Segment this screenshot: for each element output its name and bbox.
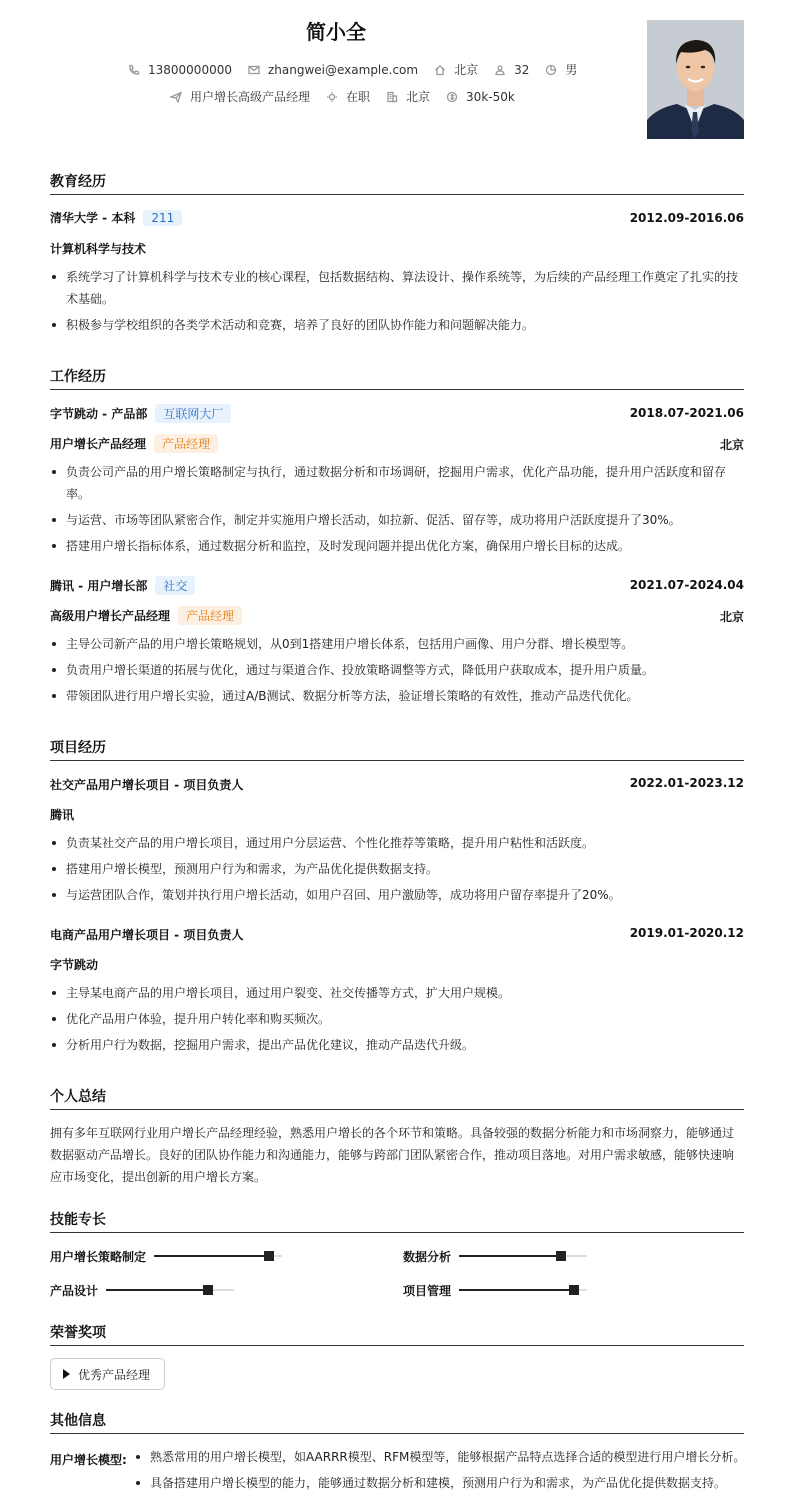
list-item: 搭建用户增长指标体系，通过数据分析和监控，及时发现问题并提出优化方案，确保用户增长目标的达成。 [50, 535, 744, 557]
job-1-location: 北京 [719, 438, 744, 452]
email-item [248, 63, 418, 77]
send-icon [170, 91, 182, 103]
project-2-org: 字节跳动 [50, 958, 99, 972]
list-item: 优化产品用户体验，提升用户转化率和购买频次。 [50, 1008, 744, 1030]
target-role-item [170, 88, 310, 105]
gender-icon [545, 64, 557, 76]
education-school-line [50, 209, 182, 226]
project-2-bullets [50, 982, 744, 1060]
job-1-bullets [50, 461, 744, 561]
gender-text: 男 [565, 63, 578, 77]
age-item [494, 63, 529, 77]
education-bullets [50, 266, 744, 340]
job-intent-row [170, 88, 515, 105]
skill-fill [459, 1255, 561, 1257]
skill-level-marker [203, 1285, 213, 1295]
gender-item [545, 61, 577, 78]
mail-icon [248, 64, 260, 76]
project-1-date: 2022.01-2023.12 [629, 776, 744, 790]
other-title: 其他信息 [50, 1410, 744, 1434]
job-2-tag: 社交 [155, 576, 195, 595]
city-text: 北京 [454, 63, 479, 77]
contact-row [128, 61, 577, 78]
skill-label: 用户增长策略制定 [50, 1250, 147, 1264]
candidate-name: 简小全 [306, 20, 366, 44]
award-label: 优秀产品经理 [78, 1367, 151, 1382]
list-item: 与运营、市场等团队紧密合作，制定并实施用户增长活动，如拉新、促活、留存等，成功将用户活跃度提升了30%。 [50, 509, 744, 531]
salary-text: 30k-50k [466, 89, 515, 104]
job-2-company: 腾讯 - 用户增长部 [50, 579, 148, 593]
email-text: zhangwei@example.com [267, 62, 419, 77]
list-item: 熟悉常用的用户增长模型，如AARRR模型、RFM模型等，能够根据产品特点选择合适的模型进行用户增长分析。 [134, 1446, 754, 1468]
list-item: 带领团队进行用户增长实验，通过A/B测试、数据分析等方法，验证增长策略的有效性，推动产品迭代优化。 [50, 685, 744, 707]
job-2-role: 高级用户增长产品经理 [50, 609, 171, 623]
project-2-date: 2019.01-2020.12 [629, 926, 744, 940]
project-1-name: 社交产品用户增长项目 - 项目负责人 [50, 778, 244, 792]
project-1-bullets [50, 832, 744, 910]
job-2-role-tag: 产品经理 [178, 606, 242, 625]
skill-fill [154, 1255, 269, 1257]
work-title: 工作经历 [50, 366, 744, 390]
skill-bar [106, 1289, 234, 1291]
job-2-location: 北京 [719, 610, 744, 624]
person-icon [494, 64, 506, 76]
list-item: 负责公司产品的用户增长策略制定与执行，通过数据分析和市场调研，挖掘用户需求，优化产品功能，提升用户活跃度和留存率。 [50, 461, 744, 505]
list-item: 系统学习了计算机科学与技术专业的核心课程，包括数据结构、算法设计、操作系统等，为后续的产品经理工作奠定了扎实的技术基础。 [50, 266, 744, 310]
list-item: 分析用户行为数据，挖掘用户需求，提出产品优化建议，推动产品迭代升级。 [50, 1034, 744, 1056]
skill-fill [459, 1289, 574, 1291]
caret-right-icon [63, 1369, 70, 1379]
job-2-bullets [50, 633, 744, 711]
job-1-company: 字节跳动 - 产品部 [50, 407, 148, 421]
list-item: 与运营团队合作，策划并执行用户增长活动，如用户召回、用户激励等，成功将用户留存率提升了20%。 [50, 884, 744, 906]
skill-level-marker [556, 1251, 566, 1261]
skill-label: 数据分析 [403, 1250, 452, 1264]
education-title: 教育经历 [50, 171, 744, 195]
other-label: 用户增长模型: [50, 1453, 127, 1467]
education-school: 清华大学 - 本科 [50, 211, 136, 225]
skills-title: 技能专长 [50, 1209, 744, 1233]
list-item: 负责用户增长渠道的拓展与优化，通过与渠道合作、投放策略调整等方式，降低用户获取成本，提升用户质量。 [50, 659, 744, 681]
summary-text: 拥有多年互联网行业用户增长产品经理经验，熟悉用户增长的各个环节和策略。具备较强的数据分析能力和市场洞察力，能够通过数据驱动产品增长。良好的团队协作能力和沟通能力，能够与跨部门团队紧密合作，推动项目落地。对用户需求敏感，能够快速响应市场变化，提出创新的用户增长方案。 [50, 1126, 735, 1184]
list-item: 搭建用户增长模型，预测用户行为和需求，为产品优化提供数据支持。 [50, 858, 744, 880]
summary-title: 个人总结 [50, 1086, 744, 1110]
job-1-role: 用户增长产品经理 [50, 437, 147, 451]
project-2-name: 电商产品用户增长项目 - 项目负责人 [50, 928, 244, 942]
age-text: 32 [514, 62, 530, 77]
phone-text: 13800000000 [148, 62, 232, 77]
status-icon [326, 91, 338, 103]
status-text: 在职 [346, 90, 371, 104]
projects-title: 项目经历 [50, 737, 744, 761]
profile-photo-image [647, 20, 744, 139]
award-toggle[interactable] [50, 1358, 165, 1390]
list-item: 积极参与学校组织的各类学术活动和竞赛，培养了良好的团队协作能力和问题解决能力。 [50, 314, 744, 336]
job-1-date: 2018.07-2021.06 [629, 406, 744, 420]
job-2-role-line [50, 606, 242, 625]
honors-title: 荣誉奖项 [50, 1322, 744, 1346]
skill-fill [106, 1289, 208, 1291]
job-1-role-tag: 产品经理 [154, 434, 218, 453]
education-major: 计算机科学与技术 [50, 242, 147, 256]
list-item: 负责某社交产品的用户增长项目，通过用户分层运营、个性化推荐等策略，提升用户粘性和活跃度。 [50, 832, 744, 854]
job-2-date: 2021.07-2024.04 [629, 578, 744, 592]
skill-label: 产品设计 [50, 1284, 99, 1298]
phone-icon [128, 64, 140, 76]
status-item [326, 88, 370, 105]
education-date: 2012.09-2016.06 [629, 211, 744, 225]
list-item: 主导公司新产品的用户增长策略规划，从0到1搭建用户增长体系，包括用户画像、用户分群、增长模型等。 [50, 633, 744, 655]
skill-level-marker [264, 1251, 274, 1261]
skill-bar [154, 1255, 282, 1257]
home-icon [434, 64, 446, 76]
target-city-item [386, 88, 430, 105]
job-1-company-line [50, 404, 231, 423]
target-role-text: 用户增长高级产品经理 [190, 90, 311, 104]
salary-item [446, 90, 515, 104]
profile-photo [647, 20, 744, 139]
skill-bar [459, 1289, 587, 1291]
other-bullets [134, 1446, 754, 1498]
city-item [434, 61, 478, 78]
job-1-role-line [50, 434, 218, 453]
list-item: 具备搭建用户增长模型的能力，能够通过数据分析和建模，预测用户行为和需求，为产品优化提供数据支持。 [134, 1472, 754, 1494]
education-tag: 211 [143, 210, 182, 226]
skill-bar [459, 1255, 587, 1257]
target-city-text: 北京 [406, 90, 431, 104]
job-1-tag: 互联网大厂 [155, 404, 231, 423]
phone-item [128, 63, 232, 77]
project-1-org: 腾讯 [50, 808, 75, 822]
money-icon [446, 91, 458, 103]
skill-level-marker [569, 1285, 579, 1295]
skill-label: 项目管理 [403, 1284, 452, 1298]
job-2-company-line [50, 576, 195, 595]
building-icon [386, 91, 398, 103]
list-item: 主导某电商产品的用户增长项目，通过用户裂变、社交传播等方式，扩大用户规模。 [50, 982, 744, 1004]
